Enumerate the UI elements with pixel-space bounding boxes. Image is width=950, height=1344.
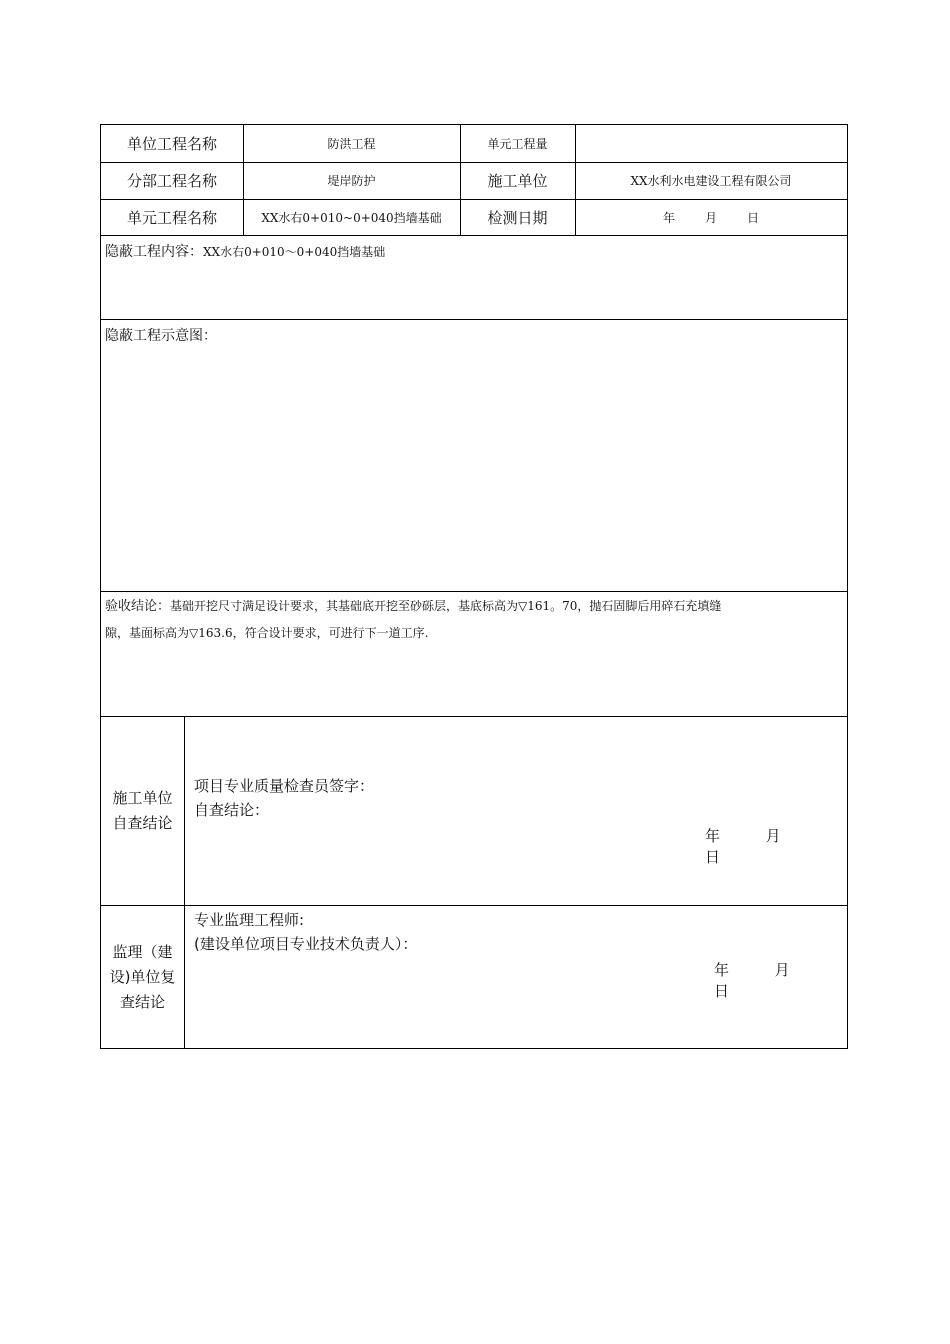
element-quantity-label: 单元工程量	[487, 137, 548, 151]
owner-technical-lead-label: (建设单位项目专业技术负责人）：	[194, 935, 418, 953]
division-project-name-label: 分部工程名称	[126, 172, 217, 190]
contractor-label: 施工单位	[487, 172, 548, 190]
date-month: 月	[704, 210, 717, 225]
column-divider	[184, 716, 185, 1049]
acceptance-conclusion-line2: 隙，基面标高为▽163.6，符合设计要求，可进行下一道工序.	[105, 626, 429, 640]
element-project-name-label: 单元工程名称	[126, 208, 217, 227]
hidden-content-value[interactable]: XX水右0+010～0+040挡墙基础	[203, 245, 386, 259]
element-quantity-value[interactable]	[575, 125, 847, 162]
supervisor-date-day: 日	[714, 982, 730, 1000]
contractor-value[interactable]: XX水利水电建设工程有限公司	[630, 174, 792, 188]
contractor-self-check-label	[101, 716, 184, 905]
contractor-date[interactable]	[705, 825, 847, 867]
row-divider	[101, 319, 847, 320]
date-day: 日	[747, 210, 760, 225]
supervising-engineer-label: 专业监理工程师:	[194, 911, 305, 929]
supervisor-review-label	[101, 905, 184, 1049]
inspection-form	[100, 124, 848, 1049]
row-divider	[101, 591, 847, 592]
self-check-conclusion-label: 自查结论：	[194, 801, 270, 819]
hidden-content-label: 隐蔽工程内容：	[105, 244, 203, 260]
inspection-date-value[interactable]	[575, 199, 847, 235]
acceptance-conclusion-line1: 基础开挖尺寸满足设计要求，其基础底开挖至砂砾层，基底标高为▽161。70，抛石固脚后用碎石充填缝	[170, 599, 722, 613]
diagram-area	[101, 347, 847, 587]
hidden-content-row	[105, 241, 385, 261]
contractor-side-line2: 自查结论	[112, 813, 173, 832]
row-divider	[101, 716, 847, 717]
acceptance-conclusion	[105, 593, 841, 647]
contractor-date-year: 年	[705, 827, 721, 845]
diagram-label: 隐蔽工程示意图：	[105, 328, 217, 344]
acceptance-conclusion-label: 验收结论：	[105, 599, 171, 614]
supervisor-date[interactable]	[714, 959, 847, 1001]
unit-project-name-label: 单位工程名称	[126, 135, 217, 153]
contractor-side-line1: 施工单位	[112, 788, 173, 807]
supervisor-side-line3: 查结论	[119, 992, 165, 1011]
contractor-date-month: 月	[765, 827, 781, 845]
contractor-signature-block	[194, 774, 374, 822]
supervisor-side-line1: 监理（建	[112, 942, 173, 961]
row-divider	[101, 235, 847, 236]
date-year: 年	[662, 210, 675, 225]
inspection-date-label: 检测日期	[487, 208, 548, 227]
supervisor-side-line2: 设)单位复	[109, 967, 176, 986]
contractor-date-day: 日	[705, 848, 721, 866]
unit-project-name-value[interactable]: 防洪工程	[327, 137, 376, 151]
supervisor-date-year: 年	[714, 961, 730, 979]
division-project-name-value[interactable]: 堤岸防护	[327, 174, 376, 188]
supervisor-date-month: 月	[774, 961, 790, 979]
row-divider	[101, 905, 847, 906]
quality-inspector-signature-label: 项目专业质量检查员签字：	[194, 777, 375, 795]
element-project-name-value[interactable]: XX水右0+010~0+040挡墙基础	[261, 210, 442, 225]
supervisor-signature-block	[194, 908, 417, 956]
